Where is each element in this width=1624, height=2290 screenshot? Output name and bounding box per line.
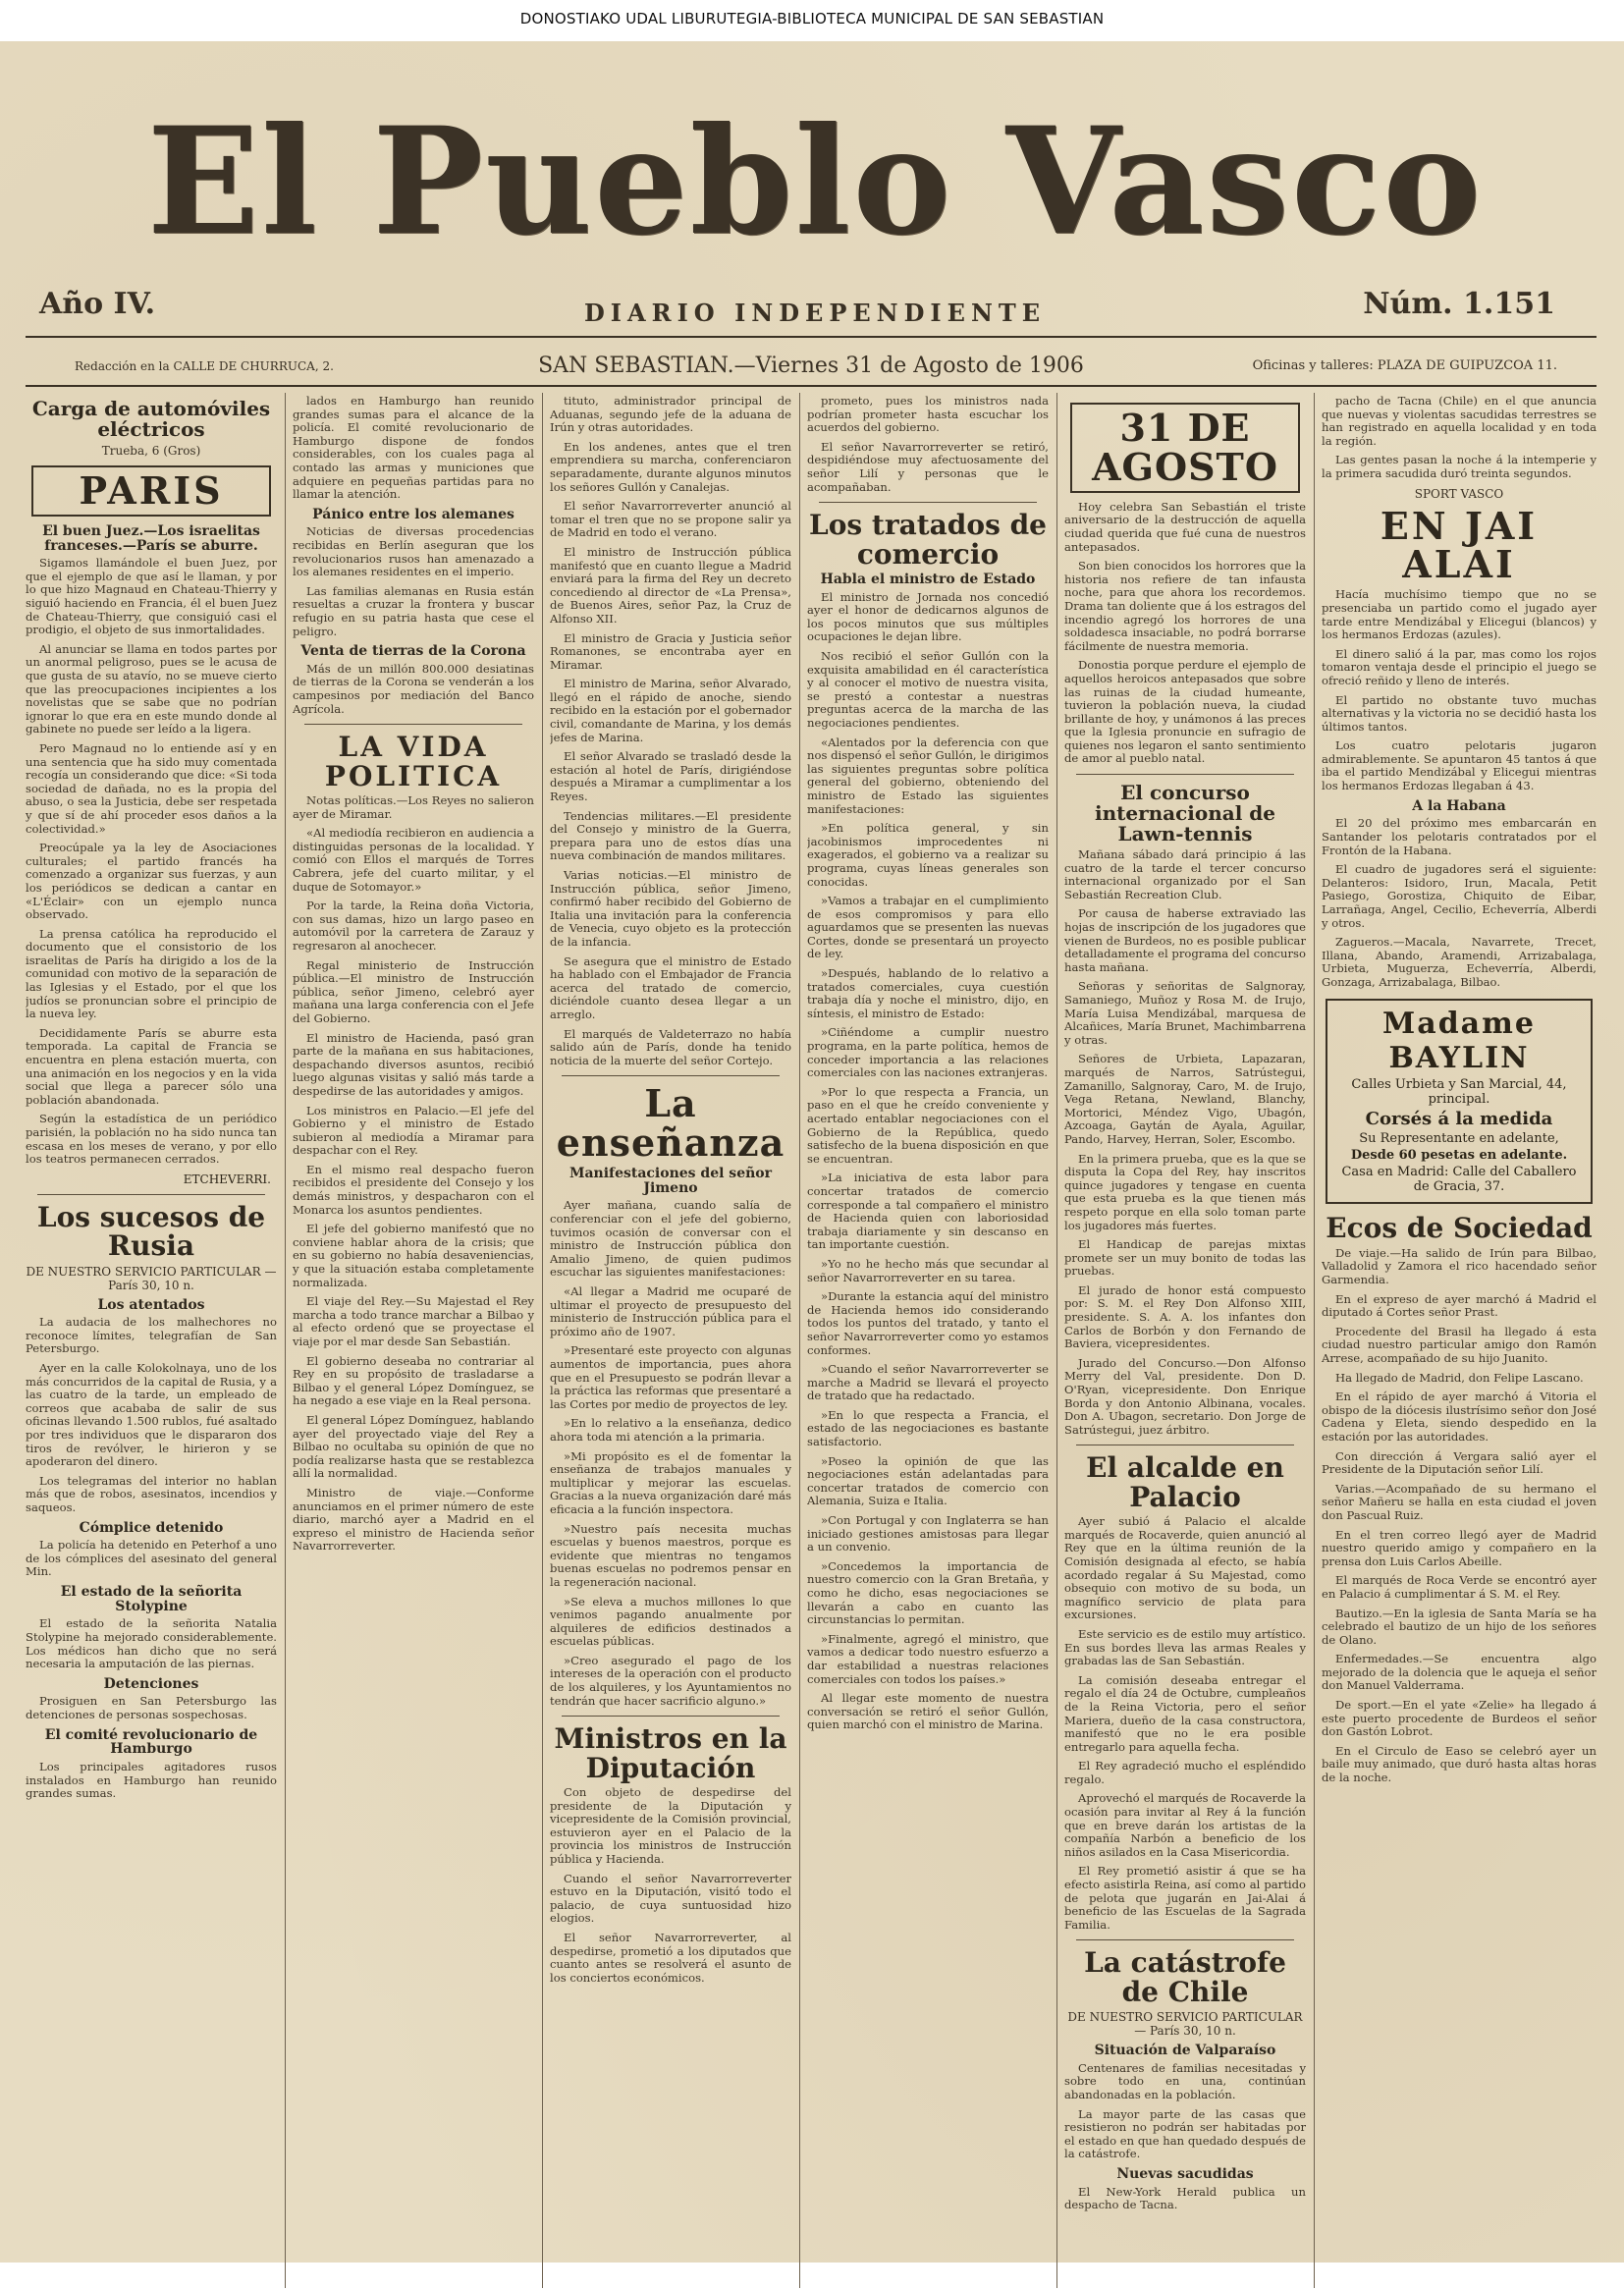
section-title-paris: PARIS bbox=[31, 465, 271, 517]
paragraph: Los ministros en Palacio.—El jefe del Gobierno y el ministro de Estado subieron al mediodía a Miramar para despachar con el Rey. bbox=[293, 1103, 534, 1158]
paragraph: El dinero salió á la par, mas como los rojos tomaron ventaja desde el principio el juego se ofreció reñido y lleno de interés. bbox=[1322, 646, 1597, 687]
paragraph: Se asegura que el ministro de Estado ha hablado con el Embajador de Francia acerca del tratado de comercio, diciéndole cuanto desea llegar a un arreglo. bbox=[550, 954, 791, 1021]
paragraph: Varias.—Acompañado de su hermano el señor Mañeru se halla en esta ciudad el joven don Pascual Ruiz. bbox=[1322, 1481, 1597, 1522]
paragraph: En el rápido de ayer marchó á Vitoria el obispo de la diócesis ilustrísimo señor don José Cadena y Eleta, siendo despedido en la estación por las autoridades. bbox=[1322, 1390, 1597, 1444]
paragraph: Nos recibió el señor Gullón con la exquisita amabilidad en él característica y al conocer el motivo de nuestra visita, se prestó a contestar a nuestras preguntas acerca de la marcha de las negociaciones pendientes. bbox=[807, 649, 1049, 730]
paragraph: prometo, pues los ministros nada podrían prometer hasta escuchar los acuerdos del gobierno. bbox=[807, 395, 1049, 435]
paragraph: El partido no obstante tuvo muchas alternativas y la victoria no se decidió hasta los últimos tantos. bbox=[1322, 692, 1597, 734]
article-signature: ETCHEVERRI. bbox=[183, 1172, 271, 1186]
paragraph: »Mi propósito es el de fomentar la enseñanza de trabajos manuales y multiplicar y mejorar las escuelas. Gracias a la nueva organización daré más eficacia a la función inspectora. bbox=[550, 1448, 791, 1516]
paragraph: En los andenes, antes que el tren emprendiera su marcha, conferenciaron separadamente, durante algunos minutos los señores Gullón y Canalejas. bbox=[550, 439, 791, 494]
masthead-subtitle: DIARIO INDEPENDIENTE bbox=[583, 299, 1047, 327]
paragraph: El Rey agradeció mucho el espléndido regalo. bbox=[1064, 1759, 1306, 1786]
paragraph: Ayer en la calle Kolokolnaya, uno de los más concurridos de la capital de Rusia, y a las cuatro de la tarde, un empleado de correos que acababa de salir de sus oficinas llevando 1.500 rublos, fué asaltado por tres individuos que le dispararon dos tiros de revólver, le hirieron y se apoderaron del dinero. bbox=[26, 1361, 277, 1469]
section-label: SPORT VASCO bbox=[1414, 486, 1504, 501]
paragraph: Sigamos llamándole el buen Juez, por que el ejemplo de que así le llaman, y por lo que hizo Magnaud en Chateau-Thierry y siguió haciendo en Francia, él el buen Juez de Chateau-Thierry, que consiguió casi el prodigio, el objeto de sus inmortalidades. bbox=[26, 556, 277, 637]
paragraph: De viaje.—Ha salido de Irún para Bilbao, Valladolid y Zamora el rico hacendado señor Garmendia. bbox=[1322, 1245, 1597, 1287]
divider bbox=[1076, 774, 1294, 775]
paragraph: Preocúpale ya la ley de Asociaciones culturales; el partido francés ha comenzado a organizar sus fuerzas, y aun los periódicos se dedican a cantar en «L'Éclair» con un ejemplo nunca observado. bbox=[26, 841, 277, 922]
paragraph: Hoy celebra San Sebastián el triste aniversario de la destrucción de aquella ciudad querida que fué cuna de nuestros antepasados. bbox=[1064, 499, 1306, 554]
ad-line: Casa en Madrid: Calle del Caballero de Gracia, 37. bbox=[1341, 1165, 1577, 1195]
paragraph: Más de un millón 800.000 desiatinas de tierras de la Corona se venderán a los campesinos por mediación del Banco Agrícola. bbox=[293, 661, 534, 716]
article-subhead: Detenciones bbox=[103, 1675, 199, 1692]
article-subhead: Situación de Valparaíso bbox=[1094, 2043, 1276, 2059]
section-title-chile: La catástrofe de Chile bbox=[1084, 1946, 1286, 2008]
advertisement-baylin bbox=[1326, 999, 1593, 1204]
paragraph: Notas políticas.—Los Reyes no salieron ayer de Miramar. bbox=[293, 793, 534, 821]
ad-line: Desde 60 pesetas en adelante. bbox=[1350, 1148, 1568, 1164]
paragraph: Prosiguen en San Petersburgo las detenciones de personas sospechosas. bbox=[26, 1694, 277, 1722]
divider bbox=[562, 1075, 780, 1076]
paragraph: El señor Alvarado se trasladó desde la estación al hotel de París, dirigiéndose después a Miramar a cumplimentar a los Reyes. bbox=[550, 749, 791, 804]
masthead-rule-bottom bbox=[26, 385, 1597, 387]
masthead-rule-top bbox=[26, 336, 1597, 338]
paragraph: Ayer subió á Palacio el alcalde marqués de Rocaverde, quien anunció al Rey que en la última reunión de la Comisión designada al efecto, se había acordado regalar á Su Majestad, como obsequio con motivo de su boda, un magnífico servicio de plata para excursiones. bbox=[1064, 1514, 1306, 1622]
paragraph: El jefe del gobierno manifestó que no conviene hablar ahora de la crisis; que en su gobierno no había desaveniencias, y que la situación estaba completamente normalizada. bbox=[293, 1222, 534, 1289]
ad-headline: Carga de automóviles eléctricos bbox=[31, 397, 271, 441]
article-subhead: Venta de tierras de la Corona bbox=[300, 643, 526, 660]
article-subhead: El buen Juez.—Los israelitas franceses.—París se aburre. bbox=[42, 522, 260, 554]
paragraph: El ministro de Jornada nos concedió ayer el honor de dedicarnos algunos de los pocos minutos que sus múltiples ocupaciones le dejan libre. bbox=[807, 589, 1049, 644]
column-rule bbox=[1056, 393, 1057, 2288]
paragraph: »Yo no he hecho más que secundar al señor Navarrorreverter en su tarea. bbox=[807, 1256, 1049, 1284]
paragraph: »Se eleva a muchos millones lo que venimos pagando anualmente por alquileres de edificios destinados a escuelas públicas. bbox=[550, 1594, 791, 1649]
paragraph: lados en Hamburgo han reunido grandes sumas para el alcance de la policía. El comité revolucionario de Hamburgo dispone de fondos considerables, con los cuales paga al contado las armas y municiones que adquiere en pequeñas partidas para no llamar la atención. bbox=[293, 395, 534, 502]
section-title-jai-alai: EN JAI ALAI bbox=[1380, 503, 1539, 587]
section-title-diputacion: Ministros en la Diputación bbox=[554, 1722, 787, 1784]
article-subhead: Pánico entre los alemanes bbox=[312, 506, 514, 522]
article-subhead: Cómplice detenido bbox=[79, 1519, 224, 1536]
divider bbox=[37, 1194, 265, 1195]
paragraph: El New-York Herald publica un despacho de Tacna. bbox=[1064, 2184, 1306, 2212]
paragraph: El marqués de Roca Verde se encontró ayer en Palacio á cumplimentar á S. M. el Rey. bbox=[1322, 1573, 1597, 1601]
paragraph: Según la estadística de un periódico parisién, la población no ha sido nunca tan escasa en los meses de verano, y por ello los teatros permanecen cerrados. bbox=[26, 1112, 277, 1167]
column-4 bbox=[807, 395, 1049, 2290]
paragraph: La comisión deseaba entregar el regalo el día 24 de Octubre, cumpleaños de la Reina Victoria, pero el señor Mariera, dueño de la casa constructora, manifestó que no le era posible entregarlo para aquella fecha. bbox=[1064, 1672, 1306, 1754]
paragraph: En el expreso de ayer marchó á Madrid el diputado á Cortes señor Prast. bbox=[1322, 1291, 1597, 1320]
paragraph: En el Circulo de Easo se celebró ayer un baile muy animado, que duró hasta altas horas de la noche. bbox=[1322, 1743, 1597, 1785]
divider bbox=[1076, 1939, 1294, 1940]
section-title-vida-politica: LA VIDA POLITICA bbox=[324, 731, 503, 792]
archive-banner: DONOSTIAKO UDAL LIBURUTEGIA-BIBLIOTECA MUNICIPAL DE SAN SEBASTIAN bbox=[0, 0, 1624, 37]
paragraph: »Presentaré este proyecto con algunas aumentos de importancia, pues ahora que en el Presupuesto se podrán llevar a la práctica las reformas que presentaré a las Cortes por medio de proyectos de ley. bbox=[550, 1343, 791, 1411]
paragraph: Con dirección á Vergara salió ayer el Presidente de la Diputación señor Lilí. bbox=[1322, 1448, 1597, 1477]
paragraph: »Concedemos la importancia de nuestro comercio con la Gran Bretaña, y como he dicho, esas negociaciones se llevarán a cabo en cuanto las circunstancias lo permitan. bbox=[807, 1558, 1049, 1627]
paragraph: Ministro de viaje.—Conforme anunciamos en el primer número de este diario, marchó ayer a Madrid en el expreso el ministro de Hacienda señor Navarrorreverter. bbox=[293, 1485, 534, 1554]
paragraph: Son bien conocidos los horrores que la historia nos refiere de tan infausta noche, para que ahora los recordemos. Drama tan doliente que á los estragos del incendio agregó los horrores de una soldadesca insaciable, no podrá borrarse fácilmente de nuestra memoria. bbox=[1064, 559, 1306, 653]
paragraph: El ministro de Marina, señor Alvarado, llegó en el rápido de anoche, siendo recibido en la estación por el gobernador civil, comandante de Marina, y los demás jefes de Marina. bbox=[550, 677, 791, 744]
paragraph: Regal ministerio de Instrucción pública.—El ministro de Instrucción pública, señor Jimeno, celebró ayer mañana una larga conferencia con el Jefe del Gobierno. bbox=[293, 957, 534, 1025]
paragraph: »Nuestro país necesita muchas escuelas y buenos maestros, porque es evidente que mientras no tengamos buenas escuelas no podremos pensar en la regeneración nacional. bbox=[550, 1521, 791, 1589]
ad-line: Su Representante en adelante, bbox=[1359, 1131, 1559, 1147]
section-title-alcalde: El alcalde en Palacio bbox=[1086, 1451, 1284, 1513]
column-1 bbox=[26, 395, 277, 2290]
paragraph: El ministro de Hacienda, pasó gran parte de la mañana en sus habitaciones, despachando diversos asuntos, recibió luego algunas visitas y salió más tarde a despedirse de las autoridades y amigos. bbox=[293, 1030, 534, 1098]
paragraph: Por la tarde, la Reina doña Victoria, con sus damas, hizo un largo paseo en automóvil por la carretera de Zarauz y regresaron al anochecer. bbox=[293, 899, 534, 953]
dateline bbox=[26, 350, 1597, 383]
paragraph: Los cuatro pelotaris jugaron admirablemente. Se apuntaron 45 tantos á que iba el partido Mendizábal y Elicegui mientras los hermanos Erdozas llegaban á 43. bbox=[1322, 738, 1597, 793]
paragraph: »Finalmente, agregó el ministro, que vamos a dedicar todo nuestro esfuerzo a dar estabilidad a nuestras relaciones comerciales con todos los países.» bbox=[807, 1631, 1049, 1686]
article-subhead: Manifestaciones del señor Jimeno bbox=[568, 1166, 772, 1196]
paragraph: El Handicap de parejas mixtas promete ser un muy bonito de todas las pruebas. bbox=[1064, 1237, 1306, 1279]
paragraph: El señor Navarrorreverter anunció al tomar el tren que no se propone salir ya de Madrid en todo el verano. bbox=[550, 499, 791, 540]
paragraph: En la primera prueba, que es la que se disputa la Copa del Rey, hay inscritos quince jugadores y tengase en cuenta que esta prueba es la que tienen más respeto porque en ella solo toman parte los jugadores más fuertes. bbox=[1064, 1151, 1306, 1232]
issue-number: Núm. 1.151 bbox=[1363, 287, 1555, 321]
paragraph: Centenares de familias necesitadas y sobre todo en una, continúan abandonadas en la población. bbox=[1064, 2060, 1306, 2102]
paragraph: Los principales agitadores rusos instalados en Hamburgo han reunido grandes sumas. bbox=[26, 1760, 277, 1801]
paragraph: Tendencias militares.—El presidente del Consejo y ministro de la Guerra, prepara para uno de estos días una nueva combinación de mandos militares. bbox=[550, 808, 791, 863]
article-subhead: El estado de la señorita Stolypine bbox=[60, 1584, 243, 1614]
paragraph: »En lo que respecta a Francia, el estado de las negociaciones es bastante satisfactorio. bbox=[807, 1407, 1049, 1449]
column-6 bbox=[1322, 395, 1597, 2290]
paragraph: pacho de Tacna (Chile) en el que anuncia que nuevas y violentas sacudidas terrestres se han registrado en aquella localidad y en toda la región. bbox=[1322, 395, 1597, 448]
paragraph: Los telegramas del interior no hablan más que de robos, asesinatos, incendios y saqueos. bbox=[26, 1473, 277, 1514]
service-line: DE NUESTRO SERVICIO PARTICULAR — París 30, 10 n. bbox=[26, 1264, 277, 1292]
paragraph: »Durante la estancia aquí del ministro de Hacienda hemos ido considerando todos los puntos del tratado, y tanto el señor Navarrorreverter como yo estamos conformes. bbox=[807, 1289, 1049, 1357]
paragraph: Jurado del Concurso.—Don Alfonso Merry del Val, presidente. Don D. O'Ryan, vicepresidente. Don Enrique Borda y don Antonio Albinana, vocales. Don A. Ubagon, secretario. Don Jorge de Satrústegui, juez árbitro. bbox=[1064, 1355, 1306, 1437]
column-5 bbox=[1064, 395, 1306, 2290]
paragraph: Por causa de haberse extraviado las hojas de inscripción de los jugadores que vienen de Burdeos, no es posible publicar detalladamente el programa del concurso hasta mañana. bbox=[1064, 906, 1306, 974]
paragraph: El 20 del próximo mes embarcarán en Santander los pelotaris contratados por el Frontón de la Habana. bbox=[1322, 816, 1597, 857]
paragraph: La mayor parte de las casas que resistieron no podrán ser habitadas por el estado en que han quedado después de la catástrofe. bbox=[1064, 2106, 1306, 2161]
paragraph: Ha llegado de Madrid, don Felipe Lascano. bbox=[1335, 1370, 1584, 1385]
paragraph: El gobierno deseaba no contrariar al Rey en su propósito de trasladarse a Bilbao y el general López Domínguez, se ha negado a ese viaje en la Real persona. bbox=[293, 1353, 534, 1408]
paragraph: La audacia de los malhechores no reconoce límites, telegrafían de San Petersburgo. bbox=[26, 1315, 277, 1356]
ad-address: Trueba, 6 (Gros) bbox=[101, 444, 201, 458]
paragraph: »Ciñéndome a cumplir nuestro programa, en la parte política, hemos de conceder importancia a las relaciones comerciales con las naciones extranjeras. bbox=[807, 1025, 1049, 1080]
issue-year: Año IV. bbox=[39, 287, 156, 321]
dateline-center: SAN SEBASTIAN.—Viernes 31 de Agosto de 1906 bbox=[538, 354, 1084, 378]
paragraph: En el mismo real despacho fueron recibidos el presidente del Consejo y los demás ministros, y despacharon con el Monarca los asuntos pendientes. bbox=[293, 1162, 534, 1217]
paragraph: Señores de Urbieta, Lapazaran, marqués de Narros, Satrústegui, Zamanillo, Salgnoray, Caro, M. de Irujo, Vega Retana, Newland, Blanchy, Mortorici, Méndez Vigo, Ubagón, Azcoaga, Gaytán de Ayala, Aguilar, Pando, Harvey, Herran, Soler, Escombo. bbox=[1064, 1052, 1306, 1146]
paragraph: »Cuando el señor Navarrorreverter se marche a Madrid se llevará el proyecto de tratado que ha redactado. bbox=[807, 1362, 1049, 1403]
paragraph: La prensa católica ha reproducido el documento que el consistorio de los israelitas de París ha dirigido a los de la comunidad con motivo de la separación de las Iglesias y el Estado, por el que los judíos se pronuncian sobre el principio de la nueva ley. bbox=[26, 926, 277, 1021]
paragraph: Al anunciar se llama en todos partes por un anormal peligroso, pues se le acusa de que gusta de su atavío, no se mueve cierto que las preocupaciones incipientes a los novelistas que se sabe que no podrían ignorar lo que era en este mundo donde al gabinete no puede ser leído a la ligera. bbox=[26, 641, 277, 736]
section-title-ecos: Ecos de Sociedad bbox=[1326, 1212, 1593, 1245]
article-subhead: El comité revolucionario de Hamburgo bbox=[44, 1726, 258, 1758]
paragraph: En el tren correo llegó ayer de Madrid nuestro querido amigo y compañero en la prensa don Luis Carlos Abeille. bbox=[1322, 1527, 1597, 1568]
paragraph: Pero Magnaud no lo entiende así y en una sentencia que ha sido muy comentada recogía un considerando que dice: «Si toda sociedad de dañada, no es la propia del abuso, o sea la Justicia, debe ser respetada y que sí de ahí proceder esos daños a la colectividad.» bbox=[26, 740, 277, 836]
column-3 bbox=[550, 395, 791, 2290]
section-title-lawn-tennis: El concurso internacional de Lawn-tennis bbox=[1094, 781, 1276, 846]
column-2 bbox=[293, 395, 534, 2290]
article-subhead: A la Habana bbox=[1412, 797, 1506, 814]
paragraph: El cuadro de jugadores será el siguiente: Delanteros: Isidoro, Irun, Macala, Petit Pasiego, Gorostiza, Chiquito de Eibar, Larrañaga, Angel, Cecilio, Echeverría, Alberdi y otros. bbox=[1322, 862, 1597, 930]
column-rule bbox=[285, 393, 286, 2288]
divider bbox=[819, 502, 1037, 503]
paragraph: »Después, hablando de lo relativo a tratados comerciales, cuya cuestión trabaja día y noche el ministro, dijo, en síntesis, el ministro de Estado: bbox=[807, 966, 1049, 1020]
paragraph: Donostia porque perdure el ejemplo de aquellos heroicos antepasados que sobre las ruinas de la ciudad humeante, tuvieron la población nueva, la ciudad brillante de hoy, y unámonos á las preces que la Iglesia pronuncie en sufragio de quienes nos legaron el santo sentimiento de amor al pueblo natal. bbox=[1064, 658, 1306, 766]
paragraph: Decididamente París se aburre esta temporada. La capital de Francia se encuentra en plena estación muerta, con una animación en los negocios y en la vida social que llega a parecer sólo una población abandonada. bbox=[26, 1025, 277, 1107]
paragraph: »Poseo la opinión de que las negociaciones están adelantadas para concertar tratados de comercio con Alemania, Suiza e Italia. bbox=[807, 1453, 1049, 1508]
paragraph: Noticias de diversas procedencias recibidas en Berlín aseguran que los revolucionarios rusos han amenazado a los alemanes residentes en el imperio. bbox=[293, 524, 534, 579]
section-title-rusia: Los sucesos de Rusia bbox=[36, 1200, 266, 1263]
paragraph: El ministro de Gracia y Justicia señor Romanones, se encontraba ayer en Miramar. bbox=[550, 630, 791, 672]
column-rule bbox=[799, 393, 800, 2288]
column-rule bbox=[1314, 393, 1315, 2288]
paragraph: Ayer mañana, cuando salía de conferenciar con el jefe del gobierno, tuvimos ocasión de conversar con el ministro de Instrucción pública don Amalio Jimeno, de quien pudimos escuchar las siguientes manifestaciones: bbox=[550, 1198, 791, 1280]
masthead-title: El Pueblo Vasco bbox=[146, 95, 1484, 268]
paragraph: El marqués de Valdeterrazo no había salido aún de París, donde ha tenido noticia de la muerte del señor Cortejo. bbox=[550, 1026, 791, 1067]
paragraph: tituto, administrador principal de Aduanas, segundo jefe de la aduana de Irún y otras autoridades. bbox=[550, 395, 791, 435]
ad-title: Madame BAYLIN bbox=[1382, 1007, 1536, 1076]
paragraph: Al llegar este momento de nuestra conversación se retiró el señor Gullón, quien marchó con el ministro de Marina. bbox=[807, 1691, 1049, 1732]
paragraph: Mañana sábado dará principio á las cuatro de la tarde el tercer concurso internacional organizado por el San Sebastián Recreation Club. bbox=[1064, 847, 1306, 901]
paragraph: Cuando el señor Navarrorreverter estuvo en la Diputación, visitó todo el palacio, de cuya suntuosidad hizo elogios. bbox=[550, 1871, 791, 1926]
paragraph: Este servicio es de estilo muy artístico. En sus bordes lleva las armas Reales y grabadas las de San Sebastián. bbox=[1064, 1626, 1306, 1668]
section-title-ensenanza: La enseñanza bbox=[556, 1081, 785, 1166]
paragraph: La policía ha detenido en Peterhof a uno de los cómplices del asesinato del general Min. bbox=[26, 1538, 277, 1579]
divider bbox=[562, 1716, 780, 1717]
paragraph: El Rey prometió asistir á que se ha efecto asistirla Reina, así como al partido de pelota que jugarán en Jai-Alai á beneficio de las Escuelas de la Sagrada Familia. bbox=[1064, 1864, 1306, 1932]
paragraph: Bautizo.—En la iglesia de Santa María se ha celebrado el bautizo de un hijo de los señores de Olano. bbox=[1322, 1606, 1597, 1647]
paragraph: Aprovechó el marqués de Rocaverde la ocasión para invitar al Rey á la función que en breve darán los artistas de la compañía Narbón a beneficio de los niños asilados en la Casa Misericordia. bbox=[1064, 1791, 1306, 1859]
paragraph: Señoras y señoritas de Salgnoray, Samaniego, Muñoz y Rosa M. de Irujo, María Luisa Mendizábal, marquesa de Alcañices, María Brunet, Machimbarrena y otras. bbox=[1064, 979, 1306, 1047]
dateline-right: Oficinas y talleres: PLAZA DE GUIPUZCOA 11. bbox=[1252, 358, 1557, 373]
paragraph: «Al mediodía recibieron en audiencia a distinguidas personas de la localidad. Y comió con Ellos el marqués de Torres Cabrera, jefe del cuarto militar, y el duque de Sotomayor.» bbox=[293, 826, 534, 894]
paragraph: Hacía muchísimo tiempo que no se presenciaba un partido como el jugado ayer tarde entre Mendizábal y Elicegui (blancos) y los hermanos Erdozas (azules). bbox=[1322, 587, 1597, 642]
paragraph: Zagueros.—Macala, Navarrete, Trecet, Illana, Abando, Aramendi, Arrizabalaga, Urbieta, Muguerza, Echeverría, Alberdi, Gonzaga, Arrizabalaga, Bilbao. bbox=[1322, 935, 1597, 989]
paragraph: «Al llegar a Madrid me ocuparé de ultimar el proyecto de presupuesto del ministerio de Instrucción pública para el próximo año de 1907. bbox=[550, 1284, 791, 1338]
section-title-tratados: Los tratados de comercio bbox=[809, 509, 1047, 571]
paragraph: El señor Navarrorreverter, al despedirse, prometió a los diputados que cuanto antes se resolverá el asunto de los conciertos económicos. bbox=[550, 1930, 791, 1985]
ad-line: Calles Urbieta y San Marcial, 44, principal. bbox=[1351, 1077, 1567, 1108]
paragraph: Las gentes pasan la noche á la intemperie y la primera sacudida duró treinta segundos. bbox=[1322, 453, 1597, 480]
paragraph: »En lo relativo a la enseñanza, dedico ahora toda mi atención a la primaria. bbox=[550, 1416, 791, 1444]
paragraph: »En política general, y sin jacobinismos improcedentes ni exagerados, el gobierno va a realizar su programa, cuyas líneas generales son conocidas. bbox=[807, 821, 1049, 889]
paragraph: El estado de la señorita Natalia Stolypine ha mejorado considerablemente. Los médicos han dicho que no será necesaria la amputación de las piernas. bbox=[26, 1616, 277, 1671]
paragraph: «Alentados por la deferencia con que nos dispensó el señor Gullón, le dirigimos las siguientes preguntas sobre política general del gobierno, obteniendo del ministro de Estado las siguientes manifestaciones: bbox=[807, 735, 1049, 816]
paragraph: El jurado de honor está compuesto por: S. M. el Rey Don Alfonso XIII, presidente. S. A. A. los infantes don Carlos de Borbón y don Fernando de Baviera, vicepresidentes. bbox=[1064, 1282, 1306, 1351]
paragraph: El viaje del Rey.—Su Majestad el Rey marcha a todo trance marchar a Bilbao y al efecto ordenó que se proyectase el viaje por el mar desde San Sebastián. bbox=[293, 1294, 534, 1348]
article-subhead: Habla el ministro de Estado bbox=[820, 571, 1036, 587]
divider bbox=[304, 724, 522, 725]
newspaper-page bbox=[0, 41, 1624, 2263]
paragraph: »Con Portugal y con Inglaterra se han iniciado gestiones amistosas para llegar a un convenio. bbox=[807, 1513, 1049, 1554]
paragraph: »Creo asegurado el pago de los intereses de la operación con el producto de los alquileres, y los Ayuntamientos no tendrán que hacer sacrificio alguno.» bbox=[550, 1653, 791, 1708]
paragraph: Procedente del Brasil ha llegado á esta ciudad nuestro particular amigo don Ramón Arrese, acompañado de su hijo Juanito. bbox=[1322, 1324, 1597, 1366]
paragraph: Enfermedades.—Se encuentra algo mejorado de la dolencia que le aqueja el señor don Manuel Valderrama. bbox=[1322, 1652, 1597, 1693]
paragraph: Las familias alemanas en Rusia están resueltas a cruzar la frontera y buscar refugio en su patria hasta que cese el peligro. bbox=[293, 583, 534, 638]
ad-line: Corsés á la medida bbox=[1365, 1109, 1553, 1130]
section-title-31-agosto: 31 DE AGOSTO bbox=[1070, 403, 1300, 493]
paragraph: Con objeto de despedirse del presidente de la Diputación y vicepresidente de la Comisión provincial, estuvieron ayer en el Palacio de la provincia los ministros de Instrucción pública y Hacienda. bbox=[550, 1785, 791, 1866]
column-rule bbox=[542, 393, 543, 2288]
dateline-left: Redacción en la CALLE DE CHURRUCA, 2. bbox=[75, 359, 334, 373]
paragraph: Varias noticias.—El ministro de Instrucción pública, señor Jimeno, confirmó haber recibido del Gobierno de Italia una invitación para la conferencia de Venecia, cuyo objeto es la protección de la infancia. bbox=[550, 868, 791, 949]
paragraph: El ministro de Instrucción pública manifestó que en cuanto llegue a Madrid enviará para la firma del Rey un decreto concediendo al director de «La Prensa», de Buenos Aires, señor Paz, la Cruz de Alfonso XII. bbox=[550, 544, 791, 626]
service-line: DE NUESTRO SERVICIO PARTICULAR — París 30, 10 n. bbox=[1067, 2010, 1303, 2039]
article-subhead: Los atentados bbox=[97, 1296, 205, 1313]
paragraph: »Vamos a trabajar en el cumplimiento de esos compromisos y para ello aguardamos que se presenten las nuevas Cortes, donde se presentará un proyecto de ley. bbox=[807, 894, 1049, 961]
paragraph: El general López Domínguez, hablando ayer del proyectado viaje del Rey a Bilbao no ocultaba su opinión de que no podía realizarse hasta que se restablezca allí la normalidad. bbox=[293, 1412, 534, 1481]
paragraph: »Por lo que respecta a Francia, un paso en el que he creído conveniente y acertado entablar negociaciones con el Gobierno de la República, quedo satisfecho de la buena disposición en que se encuentran. bbox=[807, 1084, 1049, 1166]
paragraph: El señor Navarrorreverter se retiró, despidiéndose muy afectuosamente del señor Lilí y personas que le acompañaban. bbox=[807, 439, 1049, 494]
paragraph: De sport.—En el yate «Zelie» ha llegado á este puerto procedente de Burdeos el señor don Gastón Lobrot. bbox=[1322, 1698, 1597, 1739]
article-subhead: Nuevas sacudidas bbox=[1116, 2166, 1254, 2183]
paragraph: »La iniciativa de esta labor para concertar tratados de comercio corresponde a tal compañero el ministro de Hacienda quien con laboriosidad trabaja diariamente y sin descanso en tan importante cuestión. bbox=[807, 1171, 1049, 1252]
